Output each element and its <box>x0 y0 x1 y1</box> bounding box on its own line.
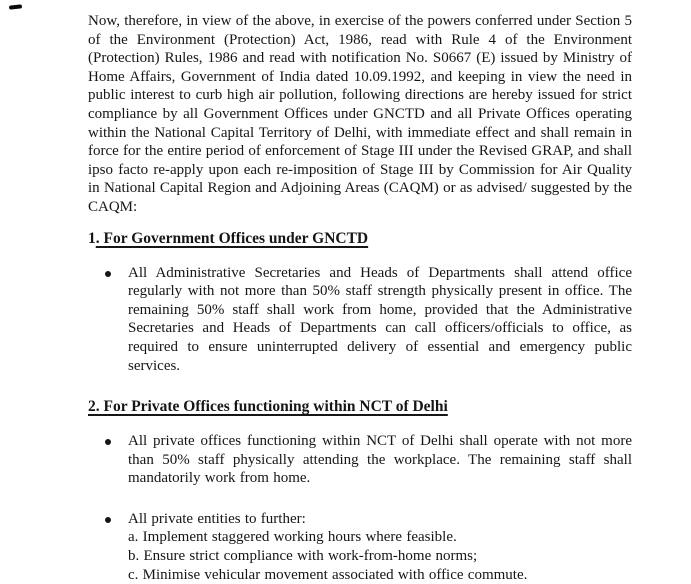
section-1-heading-number: 1 <box>88 229 96 247</box>
section-2-heading <box>88 397 632 416</box>
list-item <box>88 510 632 584</box>
sub-item-c: c. Minimise vehicular movement associated with office commute. <box>128 566 528 583</box>
section-2-bullet-2-text: All private entities to further: <box>128 510 306 527</box>
sub-item-b: b. Ensure strict compliance with work-from-home norms; <box>128 548 478 565</box>
bullet-icon <box>105 271 111 277</box>
list-item <box>88 432 632 488</box>
bullet-icon <box>105 517 111 523</box>
section-2-bullet-1-text: All private offices functioning within NCT of Delhi shall operate with not more than 50% staff physically attending the workplace. The remaining staff shall mandatorily work from home. <box>128 433 632 487</box>
list-item <box>88 264 632 376</box>
section-1-heading-title: . For Government Offices under GNCTD <box>95 229 369 247</box>
section-1-heading <box>88 229 632 248</box>
intro-paragraph: Now, therefore, in view of the above, in exercise of the powers conferred under Section 5 of the Environment (Protection) Act, 1986, read with Rule 4 of the Environment (Protection) Rules, 1986 and read with notification No. S0667 (E) issued by Ministry of Home Affairs, Government of India dated 10.09.1992, and keeping in view the need in public interest to curb high air pollution, following directions are hereby issued for strict compliance by all Government Offices under GNCTD and all Private Offices operating within the National Capital Territory of Delhi, with immediate effect and shall remain in force for the entire period of enforcement of Stage III under the Revised GRAP, and shall ipso facto re-apply upon each re-imposition of Stage III by Commission for Air Quality in National Capital Region and Adjoining Areas (CAQM) or as advised/ suggested by the CAQM: <box>88 13 632 215</box>
bullet-icon <box>105 439 111 445</box>
section-1-bullet-1-text: All Administrative Secretaries and Heads of Departments shall attend office regularly with not more than 50% staff strength physically present in office. The remaining 50% staff shall work from home, provided that the Administrative Secretaries and Heads of Departments can call officers/officials to office, as required to ensure uninterrupted delivery of essential and emergency public services. <box>128 264 632 374</box>
sub-item-a: a. Implement staggered working hours where feasible. <box>128 529 457 546</box>
scan-artifact <box>9 4 22 9</box>
section-2-heading-title: 2. For Private Offices functioning within NCT of Delhi <box>88 398 448 416</box>
